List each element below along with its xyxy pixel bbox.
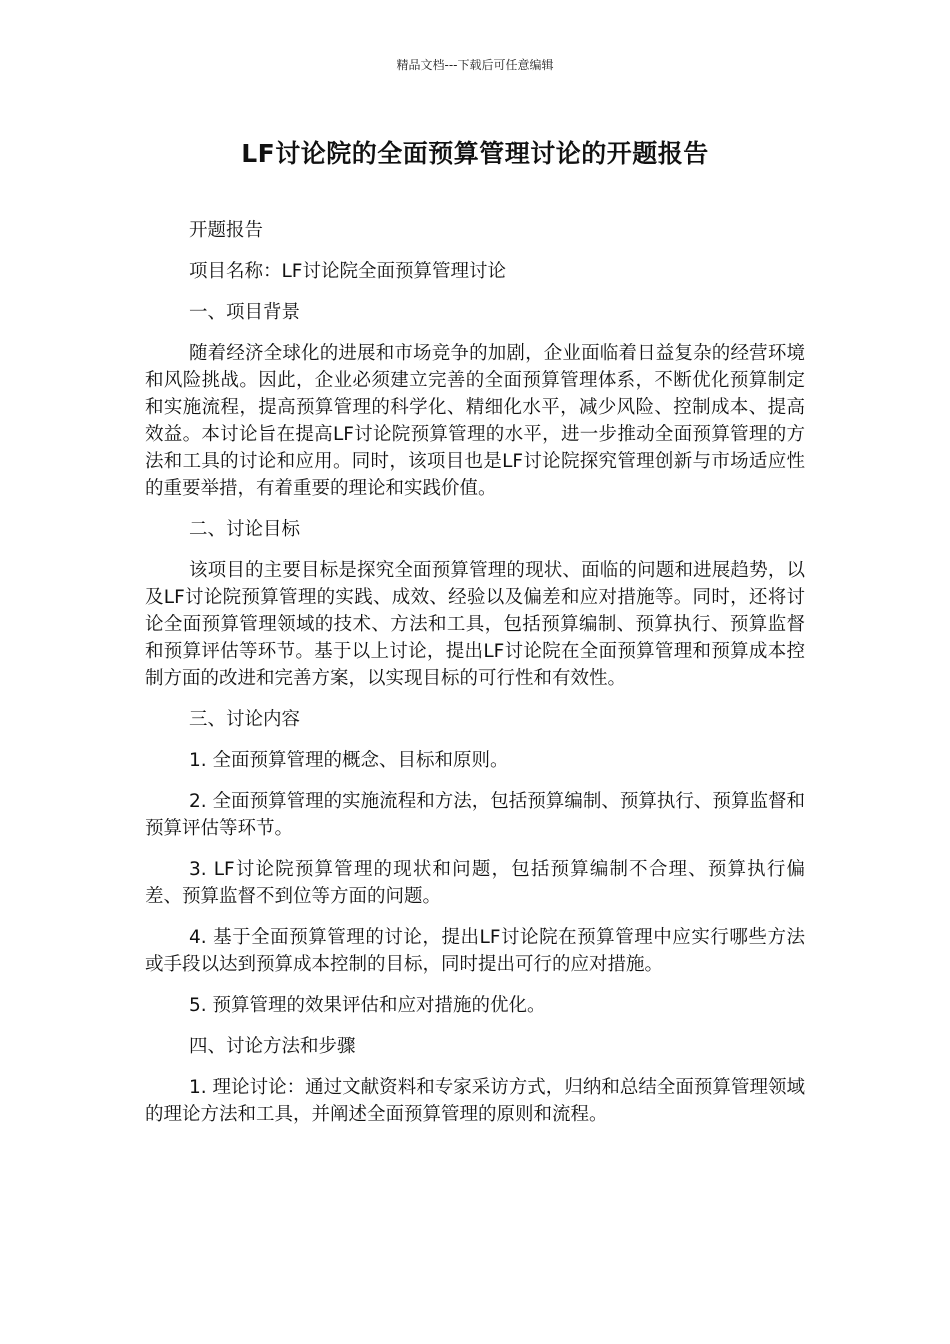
methods-item-1: 1. 理论讨论：通过文献资料和专家采访方式，归纳和总结全面预算管理领域的理论方法和工具，并阐述全面预算管理的原则和流程。 (145, 1077, 805, 1125)
content-item-4: 4. 基于全面预算管理的讨论，提出LF讨论院在预算管理中应实行哪些方法或手段以达到预算成本控制的目标，同时提出可行的应对措施。 (145, 927, 805, 975)
project-name-line: 项目名称：LF讨论院全面预算管理讨论 (189, 261, 506, 282)
section-heading-objectives: 二、讨论目标 (189, 519, 301, 540)
report-label: 开题报告 (189, 220, 264, 241)
content-item-5: 5. 预算管理的效果评估和应对措施的优化。 (189, 995, 546, 1016)
content-item-2: 2. 全面预算管理的实施流程和方法，包括预算编制、预算执行、预算监督和预算评估等环节。 (145, 791, 805, 839)
document-body (145, 217, 805, 1142)
section-heading-methods: 四、讨论方法和步骤 (189, 1036, 356, 1057)
background-paragraph: 随着经济全球化的进展和市场竞争的加剧，企业面临着日益复杂的经营环境和风险挑战。因此，企业必须建立完善的全面预算管理体系，不断优化预算制定和实施流程，提高预算管理的科学化、精细化水平，减少风险、控制成本、提高效益。本讨论旨在提高LF讨论院预算管理的水平，进一步推动全面预算管理的方法和工具的讨论和应用。同时，该项目也是LF讨论院探究管理创新与市场适应性的重要举措，有着重要的理论和实践价值。 (145, 343, 805, 499)
content-item-1: 1. 全面预算管理的概念、目标和原则。 (189, 750, 509, 771)
section-heading-background: 一、项目背景 (189, 302, 301, 323)
section-heading-content: 三、讨论内容 (189, 709, 301, 730)
header-note: 精品文档---下载后可任意编辑 (396, 58, 554, 72)
objectives-paragraph: 该项目的主要目标是探究全面预算管理的现状、面临的问题和进展趋势，以及LF讨论院预算管理的实践、成效、经验以及偏差和应对措施等。同时，还将讨论全面预算管理领域的技术、方法和工具，包括预算编制、预算执行、预算监督和预算评估等环节。基于以上讨论，提出LF讨论院在全面预算管理和预算成本控制方面的改进和完善方案，以实现目标的可行性和有效性。 (145, 560, 805, 689)
document-title: LF讨论院的全面预算管理讨论的开题报告 (241, 139, 709, 168)
content-item-3: 3. LF讨论院预算管理的现状和问题，包括预算编制不合理、预算执行偏差、预算监督不到位等方面的问题。 (145, 859, 805, 907)
